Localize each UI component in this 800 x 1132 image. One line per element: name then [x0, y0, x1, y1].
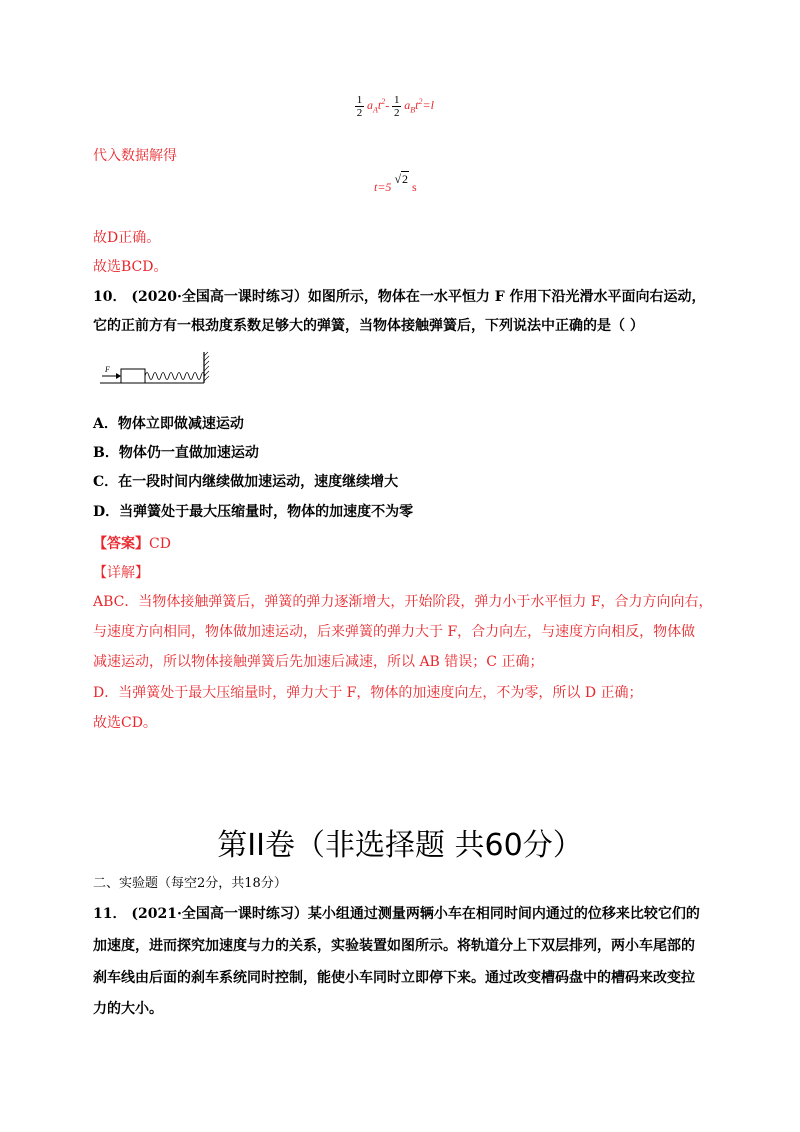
fraction-numerator: 1 — [356, 94, 363, 106]
q10-stem-line-2: 它的正前方有一根劲度系数足够大的弹簧，当物体接触弹簧后，下列说法中正确的是（ ） — [93, 318, 644, 334]
spring — [145, 373, 205, 380]
d-correct-line: 故D正确。 — [93, 230, 161, 246]
answer-tag: 【答案】 — [93, 536, 149, 552]
q10-option-d: D．当弹簧处于最大压缩量时，物体的加速度不为零 — [93, 504, 414, 520]
q11-line-3: 刹车线由后面的刹车系统同时控制，能使小车同时立即停下来。通过改变槽码盘中的槽码来改变拉 — [93, 970, 695, 986]
term-aB: $a_Bt^2=l$ — [404, 97, 434, 115]
force-arrow-head — [116, 373, 121, 379]
q11-line-2: 加速度，进而探究加速度与力的关系，实验装置如图所示。将轨道分上下双层排列，两小车尾部的 — [93, 938, 695, 954]
spring-block-figure — [100, 350, 210, 392]
q10-option-b: B．物体仍一直做加速运动 — [93, 445, 259, 461]
q10-detail-line-2: 与速度方向相同，物体做加速运动，后来弹簧的弹力大于 F，合力向左，与速度方向相反，物体做 — [93, 624, 696, 640]
formula-unit: s — [412, 180, 417, 194]
q11-line-4: 力的大小。 — [93, 1001, 163, 1017]
choose-bcd-line: 故选BCD。 — [93, 259, 168, 275]
block — [121, 369, 145, 383]
q10-detail-line-4: D．当弹簧处于最大压缩量时，弹力大于 F，物体的加速度向左，不为零，所以 D 正确； — [93, 685, 643, 701]
wall-hatch — [204, 352, 209, 381]
q10-answer — [93, 534, 171, 554]
force-label: F — [105, 365, 110, 374]
formula-lhs: t=5 — [374, 180, 392, 194]
q10-detail-tag: 【详解】 — [93, 565, 149, 581]
section2-label: 二、实验题（每空2分，共18分） — [93, 876, 287, 891]
sqrt-symbol: √2 — [394, 172, 409, 186]
fraction-half-a — [355, 94, 364, 119]
minus-sign: - — [385, 98, 390, 113]
q10-option-c: C．在一段时间内继续做加速运动，速度继续增大 — [93, 474, 399, 490]
q11-line-1: 11． (2021·全国高一课时练习）某小组通过测量两辆小车在相同时间内通过的位移来比较它们的 — [93, 906, 700, 922]
solve-intro: 代入数据解得 — [93, 148, 177, 164]
q10-detail-line-1: ABC．当物体接触弹簧后，弹簧的弹力逐渐增大，开始阶段，弹力小于水平恒力 F，合力方向向右， — [93, 594, 713, 610]
answer-value: CD — [149, 536, 171, 552]
formula-time-result — [374, 172, 417, 196]
q10-detail-line-5: 故选CD。 — [93, 715, 157, 731]
q10-stem-line-1: 10． (2020·全国高一课时练习）如图所示，物体在一水平恒力 F 作用下沿光滑水平面向右运动， — [93, 289, 706, 305]
formula-displacement-difference — [355, 94, 434, 119]
section-heading: 第II卷（非选择题 共60分） — [217, 828, 583, 863]
q10-detail-line-3: 减速运动，所以物体接触弹簧后先加速后减速，所以 AB 错误；C 正确； — [93, 654, 544, 670]
q10-option-a: A．物体立即做减速运动 — [93, 416, 244, 432]
fraction-denominator: 2 — [356, 107, 363, 119]
fraction-half-b: $\frac{1}{2}$ — [393, 94, 400, 119]
term-aA: $a_At^2$ — [367, 97, 386, 115]
